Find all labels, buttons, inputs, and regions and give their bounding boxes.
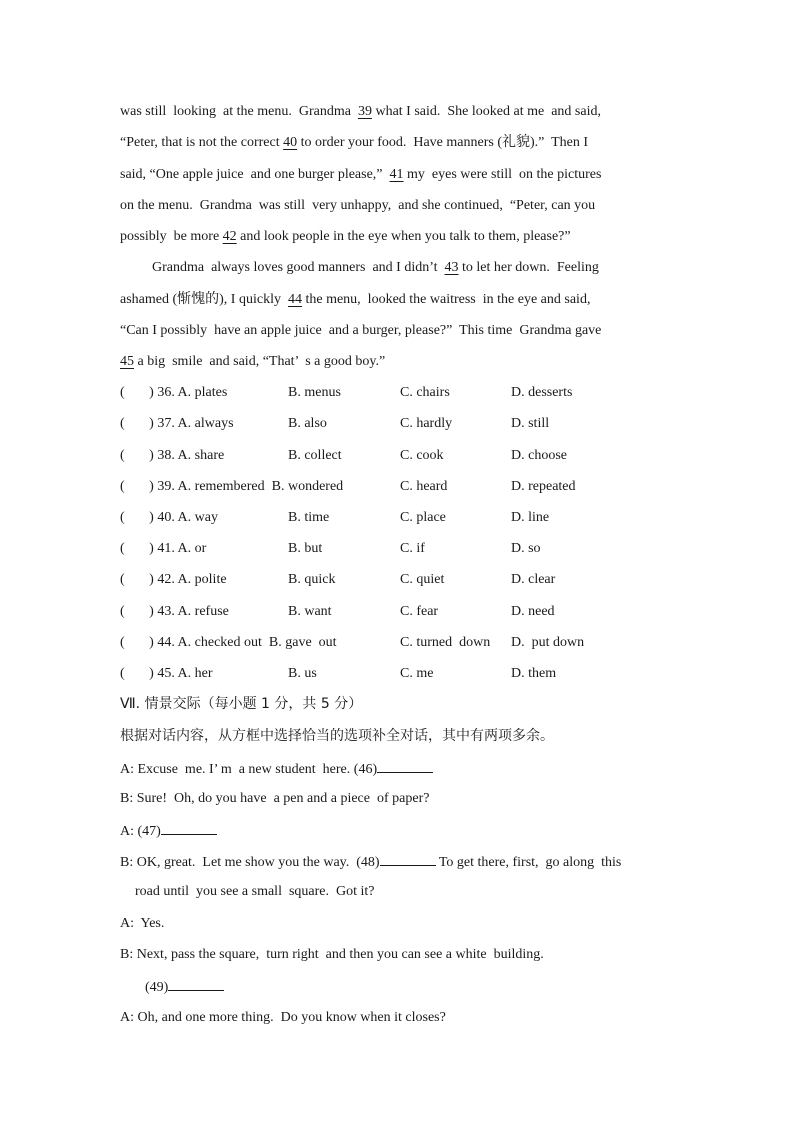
blank-number-45: 45	[120, 354, 134, 369]
option-b: B. collect	[288, 448, 342, 463]
dialogue-line-9: A: Oh, and one more thing. Do you know when it closes?	[120, 1010, 446, 1025]
dialogue-line-7: B: Next, pass the square, turn right and then you can see a white building.	[120, 947, 544, 962]
question-stem: ( ) 44. A. checked out B. gave out	[120, 635, 337, 650]
passage-line-1	[120, 102, 601, 122]
dialogue-text: To get there, first, go along this	[435, 855, 622, 870]
blank-number-42: 42	[222, 229, 237, 244]
option-b: B. quick	[288, 572, 336, 587]
option-c: C. quiet	[400, 572, 445, 587]
option-c: C. heard	[400, 479, 448, 494]
passage-text: ashamed (惭愧的), I quickly	[120, 292, 288, 307]
dialogue-line-5: road until you see a small square. Got it?	[135, 884, 375, 899]
blank-number-40: 40	[283, 135, 298, 150]
passage-text: possibly be more	[120, 229, 223, 244]
blank-number-43: 43	[444, 260, 459, 275]
dialogue-line-6: A: Yes.	[120, 916, 165, 931]
option-b: B. menus	[288, 385, 341, 400]
option-b: B. time	[288, 510, 330, 525]
passage-line-6	[152, 258, 599, 278]
option-d: D. need	[511, 604, 555, 619]
option-c: C. me	[400, 666, 434, 681]
answer-blank-48[interactable]	[380, 851, 436, 866]
dialogue-line-4	[120, 851, 621, 873]
question-stem: ( ) 39. A. remembered B. wondered	[120, 479, 344, 494]
option-d: D. line	[511, 510, 550, 525]
question-stem: ( ) 43. A. refuse	[120, 604, 229, 619]
option-c: C. place	[400, 510, 446, 525]
option-c: C. fear	[400, 604, 439, 619]
option-b: B. also	[288, 416, 327, 431]
passage-line-3	[120, 165, 601, 185]
blank-number-41: 41	[389, 167, 404, 182]
dialogue-text: A: Excuse me. I’ m a new student here. (46)	[120, 762, 378, 777]
option-d: D. put down	[511, 635, 585, 650]
passage-text: a big smile and said, “That’ s a good boy.”	[134, 354, 386, 369]
question-stem: ( ) 37. A. always	[120, 416, 234, 431]
passage-text: Grandma always loves good manners and I didn’t	[152, 260, 445, 275]
option-d: D. clear	[511, 572, 556, 587]
section-instruction: 根据对话内容，从方框中选择恰当的选项补全对话，其中有两项多余。	[120, 728, 554, 744]
passage-line-9	[120, 352, 385, 372]
passage-text: and look people in the eye when you talk to them, please?”	[236, 229, 571, 244]
option-d: D. repeated	[511, 479, 576, 494]
passage-line-4: on the menu. Grandma was still very unhappy, and she continued, “Peter, can you	[120, 198, 596, 213]
passage-text: to let her down. Feeling	[458, 260, 599, 275]
dialogue-line-3	[120, 820, 217, 842]
passage-line-7	[120, 290, 590, 310]
answer-blank-49[interactable]	[168, 976, 224, 991]
answer-blank-47[interactable]	[161, 820, 217, 835]
blank-number-39: 39	[357, 104, 372, 119]
passage-text: was still looking at the menu. Grandma	[120, 104, 358, 119]
dialogue-text: A: (47)	[120, 824, 161, 839]
passage-text: the menu, looked the waitress in the eye and said,	[301, 292, 591, 307]
option-b: B. want	[288, 604, 332, 619]
option-c: C. chairs	[400, 385, 450, 400]
passage-text: “Peter, that is not the correct	[120, 135, 284, 150]
answer-blank-46[interactable]	[377, 758, 433, 773]
passage-text: my eyes were still on the pictures	[403, 167, 602, 182]
option-d: D. still	[511, 416, 550, 431]
passage-line-5	[120, 227, 571, 247]
option-c: C. if	[400, 541, 425, 556]
passage-text: said, “One apple juice and one burger please,”	[120, 167, 390, 182]
dialogue-text: (49)	[145, 980, 169, 995]
option-c: C. hardly	[400, 416, 453, 431]
question-stem: ( ) 40. A. way	[120, 510, 218, 525]
question-stem: ( ) 45. A. her	[120, 666, 213, 681]
question-stem: ( ) 36. A. plates	[120, 385, 228, 400]
passage-text: what I said. She looked at me and said,	[371, 104, 601, 119]
option-d: D. desserts	[511, 385, 573, 400]
option-b: B. but	[288, 541, 323, 556]
dialogue-line-1	[120, 758, 433, 780]
section-heading: Ⅶ. 情景交际（每小题 1 分，共 5 分）	[120, 696, 363, 712]
passage-line-2	[120, 133, 588, 153]
blank-number-44: 44	[287, 292, 302, 307]
question-stem: ( ) 42. A. polite	[120, 572, 227, 587]
passage-line-8: “Can I possibly have an apple juice and a burger, please?” This time Grandma gave	[120, 323, 602, 338]
passage-text: to order your food. Have manners (礼貌).” Then I	[297, 135, 589, 150]
dialogue-text: B: OK, great. Let me show you the way. (48)	[120, 855, 380, 870]
option-d: D. so	[511, 541, 541, 556]
dialogue-line-8	[145, 976, 224, 998]
option-b: B. us	[288, 666, 317, 681]
option-d: D. choose	[511, 448, 567, 463]
question-stem: ( ) 38. A. share	[120, 448, 225, 463]
option-c: C. turned down	[400, 635, 491, 650]
option-d: D. them	[511, 666, 557, 681]
question-stem: ( ) 41. A. or	[120, 541, 207, 556]
dialogue-line-2: B: Sure! Oh, do you have a pen and a piece of paper?	[120, 791, 430, 806]
option-c: C. cook	[400, 448, 444, 463]
